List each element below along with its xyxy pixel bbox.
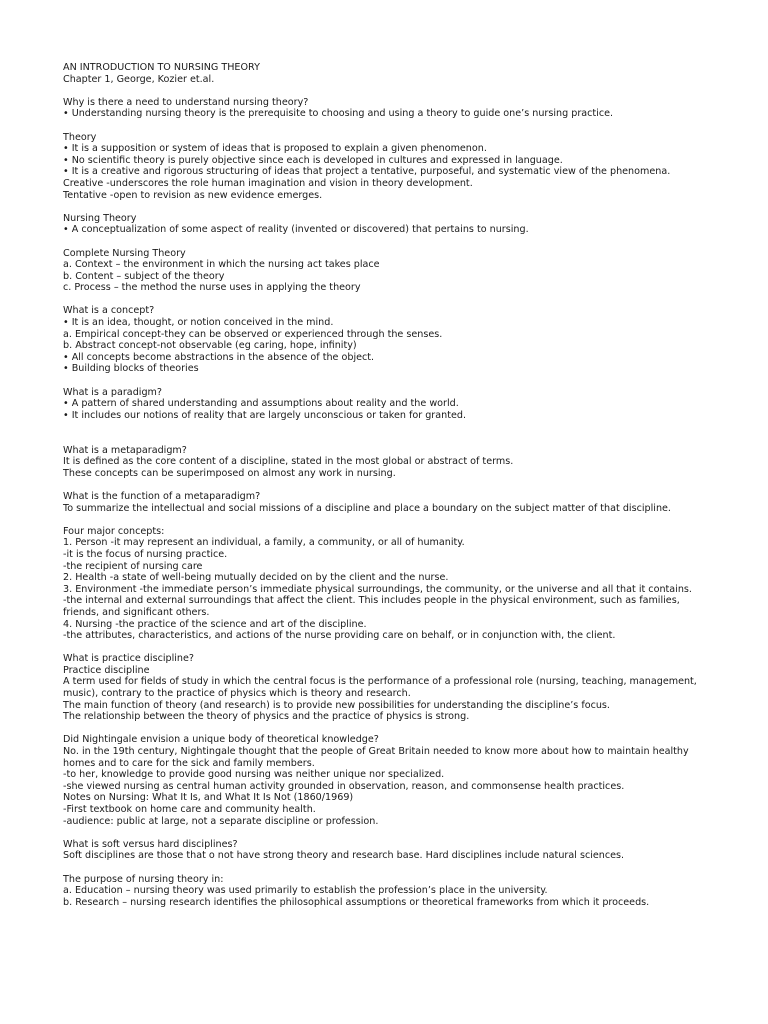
section-line: b. Research – nursing research identifies the philosophical assumptions or theoretical frameworks from which it proceeds. bbox=[63, 896, 650, 908]
section-line: Creative -underscores the role human imagination and vision in theory development. bbox=[63, 177, 473, 189]
section-line: No. in the 19th century, Nightingale thought that the people of Great Britain needed to know more about how to maintain healthy homes and to care for the sick and family members. bbox=[63, 746, 689, 769]
section-line: -she viewed nursing as central human activity grounded in observation, reason, and commonsense health practices. bbox=[63, 780, 625, 792]
section-line: c. Process – the method the nurse uses in applying the theory bbox=[63, 282, 361, 294]
section-line: These concepts can be superimposed on almost any work in nursing. bbox=[63, 467, 396, 479]
section-line: The relationship between the theory of physics and the practice of physics is strong. bbox=[63, 711, 470, 723]
section-line: -the attributes, characteristics, and actions of the nurse providing care on behalf, or in conjunction with, the client. bbox=[63, 630, 616, 642]
section-heading: What is the function of a metaparadigm? bbox=[63, 490, 261, 502]
section-line: Notes on Nursing: What It Is, and What It Is Not (1860/1969) bbox=[63, 792, 354, 804]
section-line: a. Education – nursing theory was used primarily to establish the profession’s place in the university. bbox=[63, 885, 548, 897]
section-line: -it is the focus of nursing practice. bbox=[63, 548, 228, 560]
section-heading: Complete Nursing Theory bbox=[63, 247, 186, 259]
document-section bbox=[63, 734, 713, 827]
section-heading: The purpose of nursing theory in: bbox=[63, 873, 224, 885]
section-line: 3. Environment -the immediate person’s immediate physical surroundings, the community, or the universe and all that it contains. bbox=[63, 583, 692, 595]
section-line: • It includes our notions of reality that are largely unconscious or taken for granted. bbox=[63, 409, 467, 421]
section-line: • A conceptualization of some aspect of reality (invented or discovered) that pertains to nursing. bbox=[63, 224, 529, 236]
document-section bbox=[63, 132, 713, 202]
section-line: 1. Person -it may represent an individual, a family, a community, or all of humanity. bbox=[63, 537, 465, 549]
section-line: a. Context – the environment in which the nursing act takes place bbox=[63, 259, 380, 271]
section-line: 2. Health -a state of well-being mutually decided on by the client and the nurse. bbox=[63, 572, 449, 584]
section-line: 4. Nursing -the practice of the science and art of the discipline. bbox=[63, 618, 367, 630]
document-section bbox=[63, 97, 713, 120]
section-heading: Nursing Theory bbox=[63, 212, 137, 224]
section-line: -First textbook on home care and community health. bbox=[63, 804, 316, 815]
document-title: AN INTRODUCTION TO NURSING THEORY bbox=[63, 62, 260, 73]
document-section bbox=[63, 305, 713, 375]
section-line: -audience: public at large, not a separate discipline or profession. bbox=[63, 815, 379, 827]
section-line: • A pattern of shared understanding and assumptions about reality and the world. bbox=[63, 398, 459, 410]
document-header bbox=[63, 62, 713, 85]
section-line: • It is a supposition or system of ideas that is proposed to explain a given phenomenon. bbox=[63, 143, 487, 155]
section-line: To summarize the intellectual and social missions of a discipline and place a boundary on the subject matter of that discipline. bbox=[63, 502, 671, 514]
section-line: a. Empirical concept-they can be observed or experienced through the senses. bbox=[63, 328, 443, 340]
section-heading: Four major concepts: bbox=[63, 525, 165, 537]
section-line: • It is an idea, thought, or notion conceived in the mind. bbox=[63, 317, 334, 329]
section-line: Soft disciplines are those that o not have strong theory and research base. Hard disciplines include natural sciences. bbox=[63, 850, 625, 862]
section-line: • It is a creative and rigorous structuring of ideas that project a tentative, purposeful, and systematic view of the phenomena. bbox=[63, 166, 671, 178]
document-body bbox=[63, 97, 713, 909]
document-section bbox=[63, 491, 713, 514]
section-line: • Understanding nursing theory is the prerequisite to choosing and using a theory to guide one’s nursing practice. bbox=[63, 108, 614, 120]
document-section bbox=[63, 213, 713, 236]
section-heading: What is a paradigm? bbox=[63, 386, 162, 398]
document-section bbox=[63, 839, 713, 862]
document-page bbox=[63, 62, 713, 920]
section-line: b. Content – subject of the theory bbox=[63, 270, 225, 282]
section-line: The main function of theory (and research) is to provide new possibilities for understanding the discipline’s focus. bbox=[63, 699, 610, 711]
section-heading: What is a concept? bbox=[63, 305, 155, 317]
document-section bbox=[63, 387, 713, 422]
section-spacer bbox=[63, 433, 713, 445]
document-subtitle: Chapter 1, George, Kozier et.al. bbox=[63, 73, 215, 85]
section-line: • No scientific theory is purely objective since each is developed in cultures and expressed in language. bbox=[63, 154, 563, 166]
document-section bbox=[63, 653, 713, 723]
section-line: It is defined as the core content of a discipline, stated in the most global or abstract of terms. bbox=[63, 456, 514, 468]
section-heading: Theory bbox=[63, 131, 97, 143]
document-section bbox=[63, 445, 713, 480]
section-heading: What is a metaparadigm? bbox=[63, 444, 187, 456]
section-line: b. Abstract concept-not observable (eg caring, hope, infinity) bbox=[63, 340, 357, 352]
section-line: -the internal and external surroundings that affect the client. This includes people in the physical environment, such as families, friends, and significant others. bbox=[63, 595, 680, 618]
section-line: Practice discipline bbox=[63, 664, 150, 676]
section-heading: What is practice discipline? bbox=[63, 653, 195, 665]
section-heading: Why is there a need to understand nursing theory? bbox=[63, 96, 309, 108]
section-heading: Did Nightingale envision a unique body of theoretical knowledge? bbox=[63, 734, 379, 746]
section-line: Tentative -open to revision as new evidence emerges. bbox=[63, 189, 323, 201]
document-section bbox=[63, 874, 713, 909]
section-line: • Building blocks of theories bbox=[63, 363, 199, 375]
document-section bbox=[63, 526, 713, 642]
section-line: A term used for fields of study in which the central focus is the performance of a professional role (nursing, teaching, management, music), contrary to the practice of physics which is theory and research. bbox=[63, 676, 697, 700]
document-section bbox=[63, 248, 713, 294]
section-line: -the recipient of nursing care bbox=[63, 560, 203, 572]
section-line: -to her, knowledge to provide good nursing was neither unique nor specialized. bbox=[63, 769, 445, 781]
section-heading: What is soft versus hard disciplines? bbox=[63, 838, 238, 850]
section-line: • All concepts become abstractions in the absence of the object. bbox=[63, 351, 375, 363]
